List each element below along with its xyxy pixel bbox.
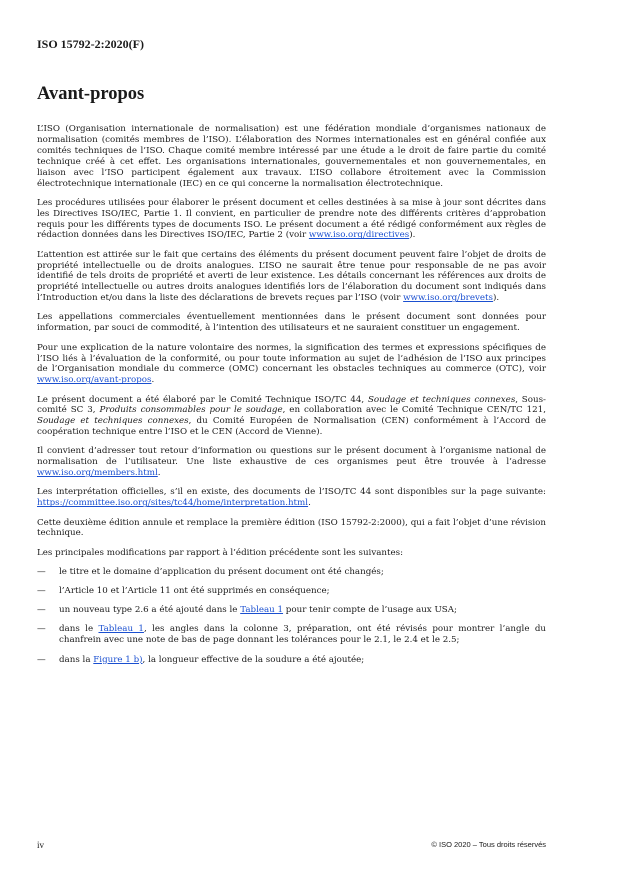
paragraph-edition: Cette deuxième édition annule et remplace la première édition (ISO 15792-2:2000), qui a fait l’objet d’une révision technique. [37, 517, 546, 539]
paragraph-text: Pour une explication de la nature volontaire des normes, la signification des termes et expressions spécifiques de l’ISO liés à l’évaluation de la conformité, ou pour toute information au sujet de l’adhésion de l’ISO aux principes de l’Organisation mondiale du commerce (OMC) concernant les obstacles techniques au commerce (OTC), voir [37, 342, 546, 375]
paragraph-voluntary-nature [37, 343, 546, 387]
paragraph-text: Il convient d’adresser tout retour d’information ou questions sur le présent document à l’organisme national de normalisation de l’utilisateur. Une liste exhaustive de ces organismes peut être trouvée à l’adresse [37, 446, 546, 468]
list-item-text: l’Article 10 et l’Article 11 ont été supprimés en conséquence; [59, 586, 330, 597]
paragraph-end: . [151, 375, 155, 386]
list-item-text: , les angles dans la colonne 3, préparation, ont été révisés pour montrer l’angle du chanfrein avec une note de bas de page donnant les tolérances pour le 2.1, le 2.4 et le 2.5; [59, 624, 546, 646]
link-tableau-1[interactable]: Tableau 1 [98, 624, 144, 635]
list-dash: — [37, 605, 46, 616]
list-item-text: pour tenir compte de l’usage aux USA; [283, 605, 457, 616]
link-directives[interactable]: www.iso.org/directives [308, 230, 410, 241]
list-item-text: dans le [59, 624, 99, 635]
list-item-text: dans la [59, 654, 94, 665]
list-item [37, 567, 546, 578]
page-number: iv [37, 840, 45, 850]
paragraph-text: , Sous-comité SC 3, [37, 394, 546, 416]
subcommittee-title: Produits consommables pour le soudage [99, 405, 283, 416]
link-interpretation[interactable]: https://committee.iso.org/sites/tc44/home/interpretation.html [37, 498, 309, 509]
paragraph-text: , du Comité Européen de Normalisation (CEN) conformément à l’Accord de coopération technique entre l’ISO et le CEN (Accord de Vienne). [37, 416, 546, 438]
list-dash: — [37, 566, 46, 577]
paragraph-end: ). [492, 293, 500, 304]
page-title: Avant-propos [37, 84, 145, 104]
list-item [37, 655, 546, 666]
paragraph-feedback [37, 446, 546, 479]
link-brevets[interactable]: www.iso.org/brevets [403, 293, 493, 304]
paragraph-patents [37, 250, 546, 305]
copyright-notice: © ISO 2020 – Tous droits réservés [431, 840, 546, 849]
changes-list [37, 567, 546, 666]
paragraph-end: . [157, 468, 161, 479]
foreword-body [37, 124, 546, 674]
list-item-text: , la longueur effective de la soudure a été ajoutée; [142, 654, 365, 665]
paragraph-trade-names: Les appellations commerciales éventuellement mentionnées dans le présent document sont données pour information, par souci de commodité, à l’intention des utilisateurs et ne sauraient constituer un engagement. [37, 312, 546, 334]
paragraph-end: . [308, 498, 311, 509]
link-figure-1b[interactable]: Figure 1 b) [93, 654, 143, 665]
list-item-text: un nouveau type 2.6 a été ajouté dans le [59, 605, 241, 616]
paragraph-procedures [37, 198, 546, 242]
paragraph-text: Les procédures utilisées pour élaborer le présent document et celles destinées à sa mise à jour sont décrites dans les Directives ISO/IEC, Partie 1. Il convient, en particulier de prendre note des différents critères d’approbation requis pour les différents types de documents ISO. Le présent document a été rédigé conformément aux règles de rédaction données dans les Directives ISO/IEC, Partie 2 (voir [37, 197, 546, 241]
paragraph-text: Les interprétation officielles, s’il en existe, des documents de l’ISO/TC 44 sont disponibles sur la page suivante: [37, 487, 546, 498]
link-members[interactable]: www.iso.org/members.html [37, 468, 158, 479]
cen-committee-title: Soudage et techniques connexes [37, 416, 189, 427]
list-item-text: le titre et le domaine d’application du présent document ont été changés; [59, 566, 384, 577]
list-item [37, 586, 546, 597]
document-id: ISO 15792-2:2020(F) [37, 37, 144, 51]
link-avant-propos[interactable]: www.iso.org/avant-propos [37, 375, 152, 386]
list-dash: — [37, 624, 46, 635]
link-tableau-1[interactable]: Tableau 1 [240, 605, 284, 616]
paragraph-committee [37, 395, 546, 439]
list-dash: — [37, 654, 46, 665]
committee-title: Soudage et techniques connexes [367, 394, 516, 405]
paragraph-text: , en collaboration avec le Comité Technique CEN/TC 121, [282, 405, 546, 416]
list-dash: — [37, 586, 46, 597]
paragraph-changes-intro: Les principales modifications par rapport à l’édition précédente sont les suivantes: [37, 547, 404, 558]
paragraph-text: Le présent document a été élaboré par le Comité Technique ISO/TC 44, [37, 394, 368, 405]
list-item [37, 605, 546, 616]
paragraph-end: ). [409, 230, 416, 241]
list-item [37, 624, 546, 646]
paragraph-interpretations [37, 487, 546, 509]
paragraph-text: L’attention est attirée sur le fait que certains des éléments du présent document peuvent faire l’objet de droits de propriété intellectuelle ou de droits analogues. L’ISO ne saurait être tenue pour responsable de ne pas avoir identifié de tels droits de propriété et averti de leur existence. Les détails concernant les références aux droits de propriété intellectuelle ou autres droits analogues identifiés lors de l’élaboration du document sont indiqués dans l’Introduction et/ou dans la liste des déclarations de brevets reçues par l’ISO (voir [37, 249, 546, 304]
paragraph-iso-intro: L’ISO (Organisation internationale de normalisation) est une fédération mondiale d’organismes nationaux de normalisation (comités membres de l’ISO). L’élaboration des Normes internationales est en général confiée aux comités techniques de l’ISO. Chaque comité membre intéressé par une étude a le droit de faire partie du comité technique créé à cet effet. Les organisations internationales, gouvernementales et non gouvernementales, en liaison avec l’ISO participent également aux travaux. L’ISO collabore étroitement avec la Commission électrotechnique internationale (IEC) en ce qui concerne la normalisation électrotechnique. [37, 124, 546, 189]
